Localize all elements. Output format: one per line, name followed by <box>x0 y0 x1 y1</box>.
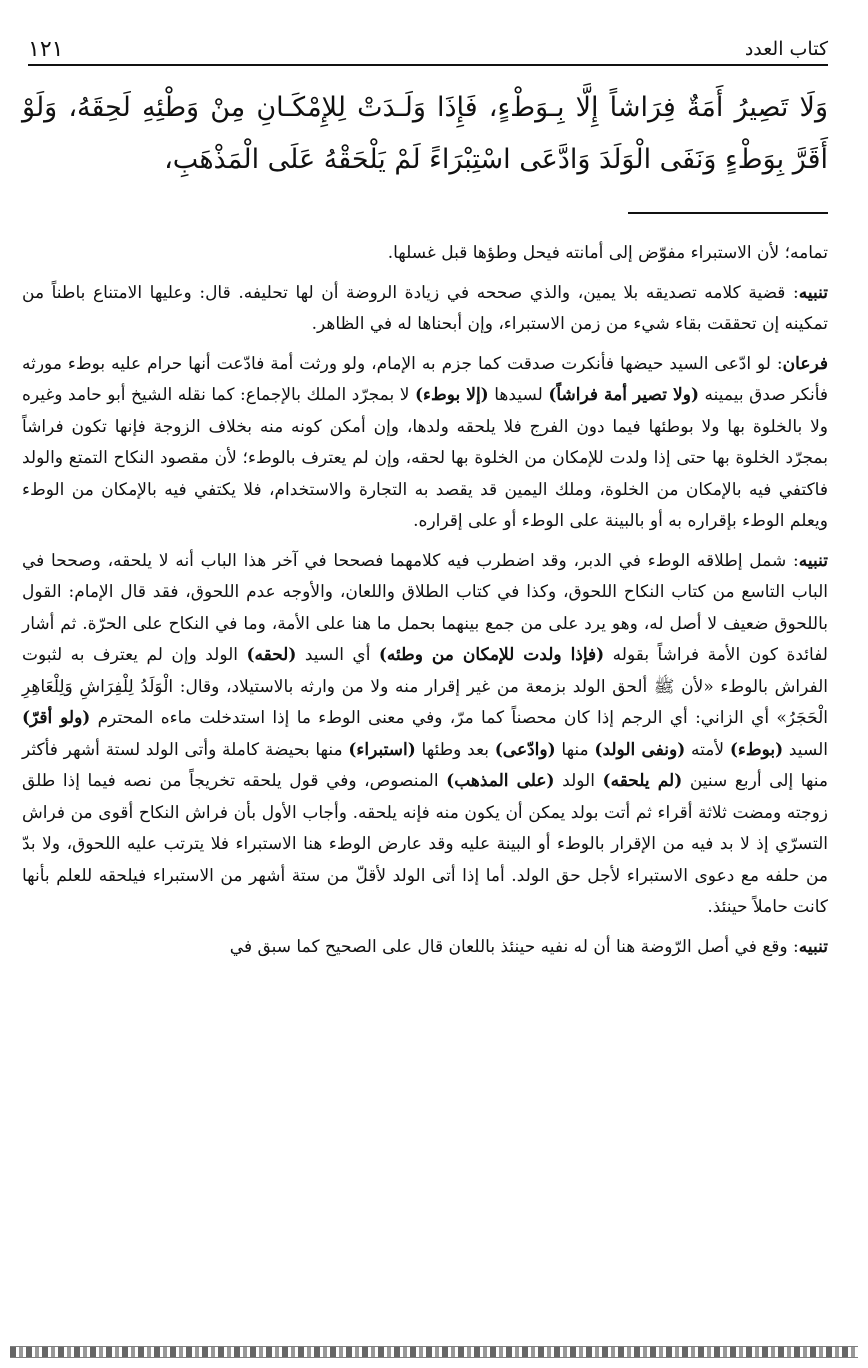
text-segment: أي السيد <box>296 645 379 665</box>
text-segment: منها <box>555 739 595 760</box>
text-segment: : وقع في أصل الرّوضة هنا أن له نفيه حينئذ باللعان قال على الصحيح كما سبق في <box>229 936 799 957</box>
bold-phrase: (على المذهب) <box>446 771 555 791</box>
bold-phrase: (وادّعى) <box>494 739 556 760</box>
text-segment: المنصوص، وفي قول يلحقه تخريجاً من نصه فيما إذا طلق زوجته ومضت ثلاثة أقراء ثم أتت بولد يمكن أن يكون منه فإنه يلحقه. وأجاب الأول بأن فراش النكاح أقوى من فراش التسرّي إذ لا بد فيه من الإقرار بالوطء أو البينة عليه وقد عارض الوطء هنا الاستبراء فلا يترتب عليه اللحوق، ولا بدّ من حلفه مع دعوى الاستبراء لأجل حق الولد. أما إذا أتى الولد لأقلّ من ستة أشهر من الاستبراء فيلحقه للعلم بأنها كانت حاملاً حينئذ. <box>22 771 828 917</box>
bold-phrase: تنبيه <box>798 936 828 957</box>
commentary-body <box>22 238 828 971</box>
bold-phrase: (ولا تصير أمة فراشاً) <box>548 385 700 405</box>
matn-text: وَلَا تَصِيرُ أَمَةٌ فِرَاشاً إِلَّا بِـوَطْءٍ، فَإِذَا وَلَـدَتْ لِلإِمْكَـانِ مِنْ وَطْئِهِ لَحِقَهُ، وَلَوْ أَقَرَّ بِوَطْءٍ وَنَفَى الْوَلَدَ وَادَّعَى اسْتِبْرَاءً لَمْ يَلْحَقْهُ عَلَى الْمَذْهَبِ، <box>22 92 828 175</box>
text-segment: لسيدها <box>488 385 549 405</box>
text-segment: تمامه؛ لأن الاستبراء مفوّض إلى أمانته فيحل وطؤها قبل غسلها. <box>387 243 828 263</box>
bold-phrase: تنبيه <box>798 550 828 571</box>
text-segment: لا بمجرّد الملك بالإجماع: كما نقله الشيخ أبو حامد وغيره ولا بالخلوة بها ولا بوطئها فيما دون الفرج فلا يلحقه ولدها، وإن أمكن كونه منه بخلاف الزوجة فإنها تكون فراشاً بمجرّد الخلوة بها حتى إذا ولدت للإمكان من الخلوة بها لحقه، وإن لم يعترف بالوطء؛ لأن مقصود النكاح التمتع والولد فاكتفي فيه بالإمكان من الخلوة، وملك اليمين قد يقصد به التجارة والاستخدام، فلا يكتفي فيه بالإمكان من الوطء ويعلم الوطء بإقراره به أو بالبينة على الوطء أو على إقراره. <box>22 385 828 531</box>
bold-phrase: تنبيه <box>798 282 828 303</box>
page-number: ١٢١ <box>28 37 64 62</box>
bold-phrase: فرعان <box>782 353 828 374</box>
book-section-title: كتاب العدد <box>744 38 828 60</box>
text-segment: الولد وإن لم يعترف به لثبوت الفراش بالوطء «لأن ﷺ ألحق الولد بزمعة من غير إقرار منه ولا من وارثه بالاستيلاد، وقال: الْوَلَدُ لِلْفِرَاشِ وَلِلْعَاهِرِ الْحَجَرُ» أي الزاني: أي الرجم إذا كان محصناً كما مرّ، وفي معنى الوطء ما إذا استدخلت ماءه المحترم <box>22 645 828 728</box>
bold-phrase: (لم يلحقه) <box>602 771 683 791</box>
commentary-paragraph <box>22 932 828 964</box>
text-segment: منها بحيضة كاملة وأتى الولد لستة أشهر فأكثر منها إلى أربع سنين <box>22 739 829 791</box>
text-segment: بعد وطئها <box>415 739 495 760</box>
text-segment: لأمته <box>685 739 730 760</box>
running-header <box>28 30 828 66</box>
bold-phrase: (فإذا ولدت للإمكان من وطئه) <box>378 645 605 665</box>
commentary-paragraph <box>22 238 828 270</box>
text-segment: الولد <box>554 771 603 791</box>
bold-phrase: (ولو أقرّ) <box>22 708 91 728</box>
bold-phrase: (استبراء) <box>348 739 416 760</box>
bold-phrase: (إلا بوطء) <box>414 385 489 405</box>
text-segment: : قضية كلامه تصديقه بلا يمين، والذي صححه في زيادة الروضة أن لها تحليفه. قال: وعليها الامتناع باطناً من تمكينه إن تحققت بقاء شيء من زمن الاستبراء، وإن أبحناها له في الظاهر. <box>22 282 828 334</box>
decorative-border <box>10 1346 858 1358</box>
commentary-paragraph <box>22 278 828 341</box>
bold-phrase: (ونفى الولد) <box>594 739 686 760</box>
text-segment: : شمل إطلاقه الوطء في الدبر، وقد اضطرب فيه كلامهما فصححا في آخر هذا الباب أنه لا يلحقه، وصححا في الباب التاسع من كتاب النكاح اللحوق، وكذا في كتاب الطلاق واللعان، والأوجه عدم اللحوق، فقد قال الإمام: القول باللحوق ضعيف لا أصل له، وهو يرد على من جمع بينهما بحمل ما هنا على الأمة، وما في النكاح على الحرّة. ثم أشار لفائدة كون الأمة فراشاً بقوله <box>22 550 828 665</box>
text-segment: السيد <box>783 739 829 760</box>
commentary-paragraph <box>22 546 828 924</box>
text-segment: : لو ادّعى السيد حيضها فأنكرت صدقت كما جزم به الإمام، ولو ورثت أمة فادّعت أنها حرام عليه بوطء مورثه فأنكر صدق بيمينه <box>22 353 829 405</box>
commentary-paragraph <box>22 349 828 538</box>
separator-rule <box>628 212 828 214</box>
bold-phrase: (لحقه) <box>246 645 297 665</box>
bold-phrase: (بوطء) <box>729 739 784 760</box>
